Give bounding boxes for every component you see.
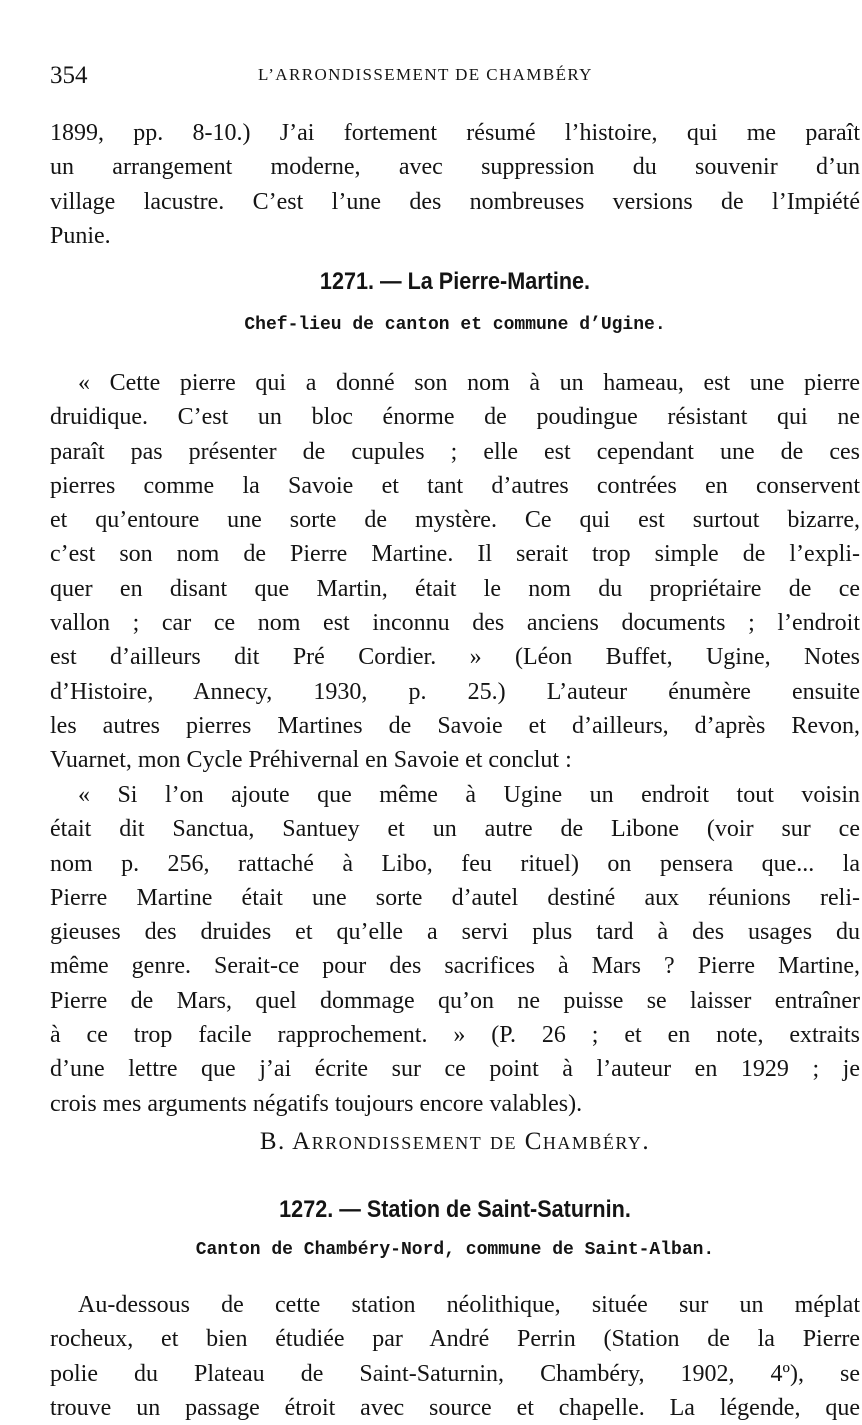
text-line: « Si l’on ajoute que même à Ugine un endroit tout voisin bbox=[78, 782, 860, 808]
intro-paragraph bbox=[50, 116, 860, 253]
text-line: Punie. bbox=[50, 222, 111, 249]
text-line: gieuses des druides et qu’elle a servi plus tard à des usages du bbox=[50, 919, 860, 946]
text-line: d’Histoire, Annecy, 1930, p. 25.) L’auteur énumère ensuite bbox=[50, 678, 860, 705]
text-line: Pierre Martine était une sorte d’autel destiné aux réunions reli- bbox=[50, 884, 860, 911]
text-line: d’une lettre que j’ai écrite sur ce point à l’auteur en 1929 ; je bbox=[50, 1056, 860, 1083]
entry-1271-title: 1271. — La Pierre-Martine. bbox=[319, 268, 591, 295]
section-b-heading: B. Arrondissement de Chambéry. bbox=[259, 1128, 651, 1155]
text-line: polie du Plateau de Saint-Saturnin, Chambéry, 1902, 4º), se bbox=[50, 1360, 860, 1387]
text-line: rocheux, et bien étudiée par André Perrin (Station de la Pierre bbox=[50, 1326, 860, 1353]
paragraph-1271-conclusion bbox=[50, 778, 860, 1121]
entry-1272-title: 1272. — Station de Saint-Saturnin. bbox=[279, 1196, 631, 1223]
text-line: 1899, pp. 8-10.) J’ai fortement résumé l’histoire, qui me paraît bbox=[50, 120, 860, 146]
text-line: vallon ; car ce nom est inconnu des anciens documents ; l’endroit bbox=[50, 610, 860, 637]
entry-1272-subtitle: Canton de Chambéry-Nord, commune de Saint-Alban. bbox=[195, 1240, 715, 1260]
page-number: 354 bbox=[50, 62, 88, 89]
paragraph-1272 bbox=[50, 1288, 860, 1425]
paragraph-1271-quote bbox=[50, 366, 860, 778]
text-line: crois mes arguments négatifs toujours encore valables). bbox=[50, 1090, 583, 1117]
text-line: à ce trop facile rapprochement. » (P. 26 ; et en note, extraits bbox=[50, 1022, 860, 1049]
text-line: même genre. Serait-ce pour des sacrifices à Mars ? Pierre Martine, bbox=[50, 953, 860, 980]
text-line: trouve un passage étroit avec source et chapelle. La légende, que bbox=[50, 1394, 860, 1421]
text-line: druidique. C’est un bloc énorme de poudingue résistant qui ne bbox=[50, 404, 860, 431]
text-line: quer en disant que Martin, était le nom du propriétaire de ce bbox=[50, 575, 860, 602]
text-line: village lacustre. C’est l’une des nombreuses versions de l’Impiété bbox=[50, 188, 860, 215]
text-line: est d’ailleurs dit Pré Cordier. » (Léon Buffet, Ugine, Notes bbox=[50, 644, 860, 671]
page-header bbox=[50, 62, 860, 92]
text-line: Vuarnet, mon Cycle Préhivernal en Savoie et conclut : bbox=[50, 747, 572, 774]
text-line: pierres comme la Savoie et tant d’autres contrées en conservent bbox=[50, 472, 860, 499]
text-line: Au-dessous de cette station néolithique, située sur un méplat bbox=[78, 1292, 860, 1318]
text-line: un arrangement moderne, avec suppression du souvenir d’un bbox=[50, 154, 860, 181]
text-line: c’est son nom de Pierre Martine. Il serait trop simple de l’expli- bbox=[50, 541, 860, 568]
text-line: nom p. 256, rattaché à Libo, feu rituel) on pensera que... la bbox=[50, 850, 860, 877]
text-line: était dit Sanctua, Santuey et un autre de Libone (voir sur ce bbox=[50, 816, 860, 843]
text-line: et qu’entoure une sorte de mystère. Ce qui est surtout bizarre, bbox=[50, 507, 860, 534]
text-line: les autres pierres Martines de Savoie et d’ailleurs, d’après Revon, bbox=[50, 712, 860, 739]
text-line: Pierre de Mars, quel dommage qu’on ne puisse se laisser entraîner bbox=[50, 987, 860, 1014]
entry-1271-subtitle: Chef-lieu de canton et commune d’Ugine. bbox=[244, 315, 666, 335]
text-line: paraît pas présenter de cupules ; elle est cependant une de ces bbox=[50, 438, 860, 465]
text-line: « Cette pierre qui a donné son nom à un hameau, est une pierre bbox=[78, 370, 860, 396]
running-title: L’ARRONDISSEMENT DE CHAMBÉRY bbox=[258, 65, 593, 84]
